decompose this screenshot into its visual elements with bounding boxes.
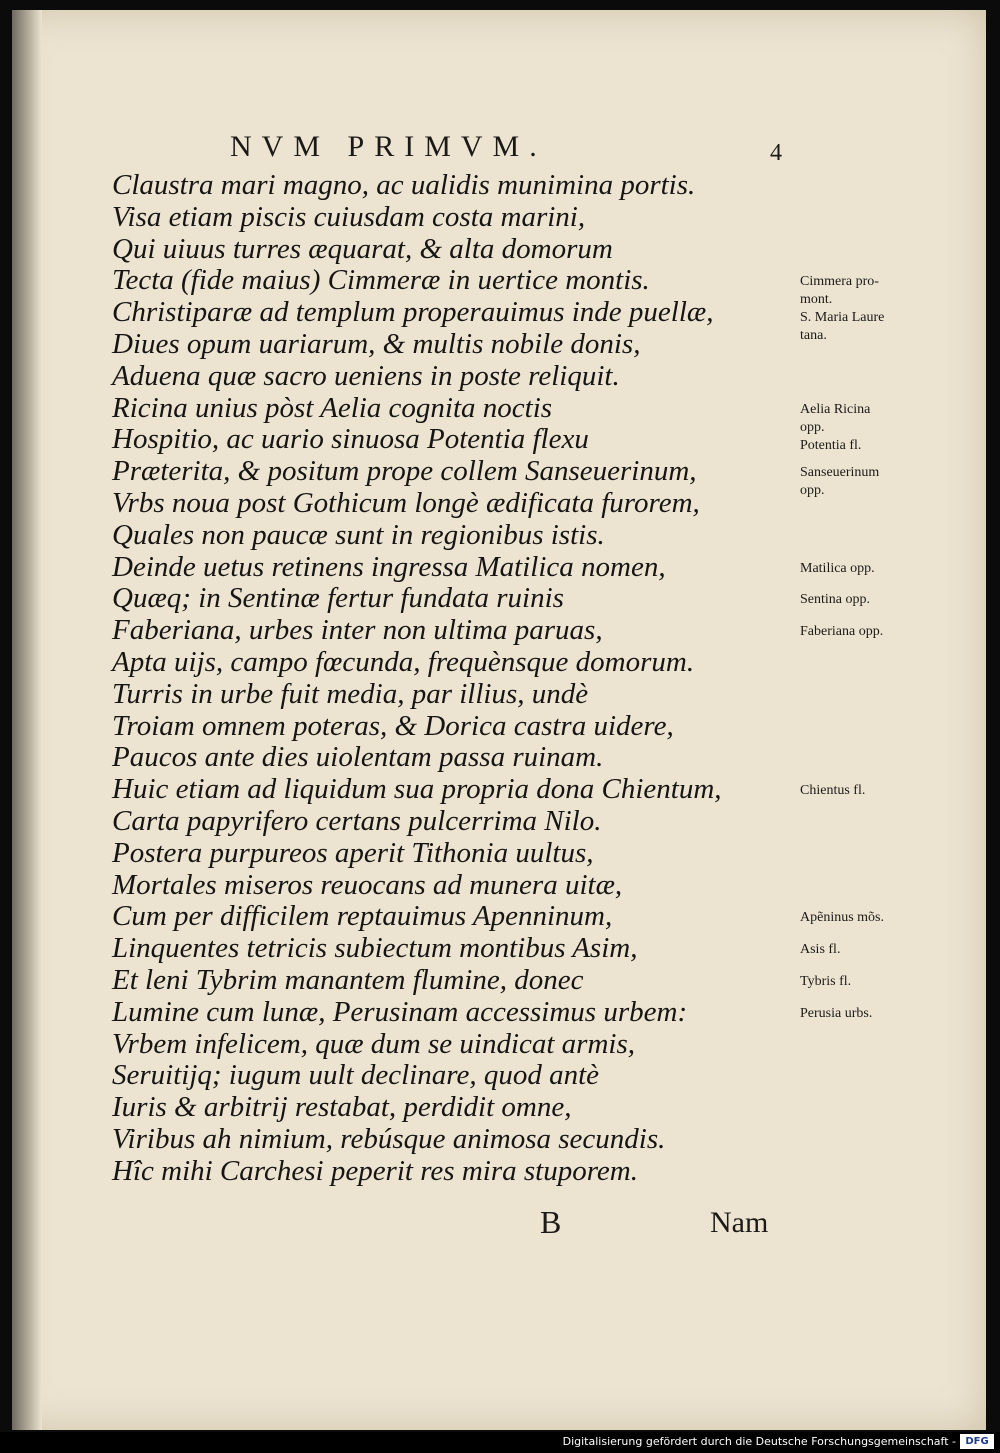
margin-note: Apẽninus mõs. [800,910,884,926]
verse-line: Præterita, & positum prope collem Sanseuerinum, [112,455,697,488]
verse-line: Huic etiam ad liquidum sua propria dona Chientum, [112,773,722,806]
page-gutter [12,10,42,1430]
margin-note: Faberiana opp. [800,624,884,640]
page-number: 4 [770,140,782,166]
verse-line: Tecta (fide maius) Cimmeræ in uertice montis. [112,264,650,297]
margin-note: Chientus fl. [800,783,866,799]
verse-line: Aduena quæ sacro ueniens in poste reliquit. [112,359,620,392]
dfg-logo: DFG [960,1434,994,1449]
verse-line: Qui uiuus turres æquarat, & alta domorum [112,232,613,265]
margin-note: Sanseuerinum opp. [800,465,880,499]
verse-line: Christiparæ ad templum properauimus inde puellæ, [112,296,714,329]
verse-line: Mortales miseros reuocans ad munera uitæ, [112,868,623,901]
margin-note: Sentina opp. [800,592,870,608]
verse-line: Troiam omnem poteras, & Dorica castra uidere, [112,709,674,742]
verse-line: Deinde uetus retinens ingressa Matilica nomen, [112,550,666,583]
verse-line: Claustra mari magno, ac ualidis munimina portis. [112,169,696,201]
verse-line: Hîc mihi Carchesi peperit res mira stuporem. [112,1154,638,1187]
verse-line: Quales non paucæ sunt in regionibus istis. [112,518,605,551]
margin-note: Cimmera pro- mont. S. Maria Laure tana. [800,274,885,344]
verse-line: Ricina unius pòst Aelia cognita noctis [112,391,553,424]
verse-line: Iuris & arbitrij restabat, perdidit omne, [112,1091,572,1124]
verse-line: Seruitijq; iugum uult declinare, quod antè [112,1059,600,1092]
margin-note: Matilica opp. [800,560,875,576]
margin-note: Tybris fl. [800,974,852,989]
verse-line: Carta papyrifero certans pulcerrima Nilo. [112,804,602,837]
catchword: Nam [710,1206,769,1239]
verse-line: Hospitio, ac uario sinuosa Potentia flexu [112,423,589,456]
verse-line: Diues opum uariarum, & multis nobile donis, [112,327,641,360]
verse-line: Apta uijs, campo fœcunda, frequènsque domorum. [112,645,695,678]
verse-line: Et leni Tybrim manantem flumine, donec [112,963,584,996]
signature-mark: B [540,1204,562,1240]
margin-note: Perusia urbs. [800,1005,873,1021]
verse-line: Visa etiam piscis cuiusdam costa marini, [112,200,586,233]
verse-text [112,170,772,1188]
margin-note: Asis fl. [800,942,841,958]
footer-credit: Digitalisierung gefördert durch die Deutsche Forschungsgemeinschaft - [562,1435,956,1448]
verse-line: Quæq; in Sentinæ fertur fundata ruinis [112,582,564,615]
margin-note: Aelia Ricina opp. Potentia fl. [800,401,871,453]
verse-line: Postera purpureos aperit Tithonia uultus, [112,836,594,869]
verse-line: Turris in urbe fuit media, par illius, undè [112,677,589,710]
verse-line: Vrbs noua post Gothicum longè ædificata furorem, [112,486,700,519]
verse-line: Lumine cum lunæ, Perusinam accessimus urbem: [112,995,688,1028]
running-head: NVM PRIMVM. [230,130,547,163]
verse-line: Cum per difficilem reptauimus Apenninum, [112,900,613,933]
verse-line: Paucos ante dies uiolentam passa ruinam. [112,741,604,774]
verse-line: Linquentes tetricis subiectum montibus Asim, [112,932,638,965]
verse-line: Viribus ah nimium, rebúsque animosa secundis. [112,1122,666,1155]
footer-bar [0,1432,1000,1453]
verse-line: Vrbem infelicem, quæ dum se uindicat armis, [112,1027,636,1060]
verse-line: Faberiana, urbes inter non ultima paruas, [112,614,603,647]
